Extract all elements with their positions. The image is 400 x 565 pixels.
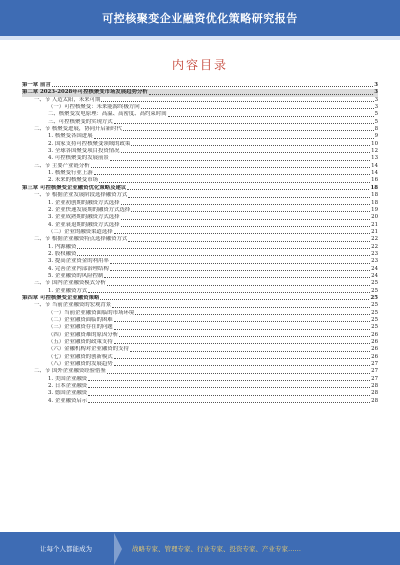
toc-entry-page: 3 (374, 104, 378, 111)
toc-entry[interactable] (22, 251, 378, 258)
toc-entry-label: 第二章 2023-2028年可控核聚变市场发展趋势分析 (22, 89, 148, 96)
toc-entry[interactable] (22, 244, 378, 251)
toc-entry-label: 二、节 根据企业融资特点选择融资方式 (34, 236, 128, 243)
toc-leader-dots (100, 299, 369, 300)
toc-entry-page: 21 (371, 221, 378, 228)
toc-entry-label: 三、可控核聚变的实现方式 (48, 118, 113, 125)
toc-leader-dots (131, 145, 370, 146)
toc-entry-page: 26 (371, 353, 378, 360)
toc-entry-page: 9 (374, 133, 378, 140)
toc-entry-label: 5. 企业融资的风险控制 (48, 272, 104, 279)
toc-entry[interactable] (22, 170, 378, 177)
toc-entry[interactable] (22, 133, 378, 140)
toc-entry-page: 25 (371, 302, 378, 309)
toc-entry[interactable] (22, 273, 378, 280)
toc-entry[interactable] (22, 398, 378, 405)
toc-entry[interactable] (22, 324, 378, 331)
toc-entry-page: 18 (371, 192, 378, 199)
toc-leader-dots (119, 336, 370, 337)
document-page (22, 40, 378, 530)
toc-entry-label: 二、节 核聚变进展，协同开启新时代 (34, 126, 122, 133)
toc-leader-dots (114, 233, 370, 234)
toc-leader-dots (91, 167, 371, 168)
toc-entry[interactable] (22, 390, 378, 397)
toc-entry[interactable] (22, 163, 378, 170)
toc-entry-label: 4. 企业融资启示 (48, 397, 88, 404)
toc-entry[interactable] (22, 332, 378, 339)
toc-leader-dots (88, 380, 370, 381)
toc-entry[interactable] (22, 207, 378, 214)
toc-leader-dots (107, 373, 370, 374)
toc-leader-dots (88, 387, 370, 388)
toc-entry[interactable] (22, 302, 378, 309)
toc-entry[interactable] (22, 376, 378, 383)
toc-entry-page: 5 (374, 118, 378, 125)
toc-leader-dots (99, 182, 370, 183)
toc-leader-dots (128, 241, 370, 242)
toc-entry[interactable] (22, 361, 378, 368)
toc-leader-dots (114, 321, 370, 322)
toc-entry-page: 24 (371, 265, 378, 272)
toc-entry-label: 一、节 根据企业发展阶段选择融资方式 (34, 192, 128, 199)
toc-entry[interactable] (22, 89, 378, 96)
toc-entry-label: 4. 完善企业内部治理结构 (48, 265, 109, 272)
toc-entry-page: 14 (371, 170, 378, 177)
report-title: 可控核聚变企业融资优化策略研究报告 (102, 12, 298, 25)
toc-entry[interactable] (22, 126, 378, 133)
toc-entry[interactable] (22, 192, 378, 199)
toc-entry-page: 28 (371, 390, 378, 397)
toc-entry[interactable] (22, 280, 378, 287)
toc-leader-dots (135, 314, 370, 315)
toc-leader-dots (127, 189, 369, 190)
toc-leader-dots (121, 204, 371, 205)
toc-leader-dots (114, 343, 370, 344)
toc-entry-label: 1. 内源融资 (48, 243, 77, 250)
toc-entry-label: 1. 企业初创期的融资方式选择 (48, 199, 120, 206)
toc-entry-label: （二）企业的融资渠道选择 (48, 228, 113, 235)
toc-leader-dots (114, 329, 370, 330)
toc-entry[interactable] (22, 200, 378, 207)
toc-entry-page: 20 (371, 214, 378, 221)
toc-leader-dots (110, 263, 370, 264)
toc-entry-label: 3. 德国企业融资 (48, 390, 88, 397)
toc-entry-label: 4. 可控核聚变的发展前景 (48, 155, 109, 162)
toc-entry-page: 14 (371, 162, 378, 169)
toc-leader-dots (110, 270, 370, 271)
toc-entry-page: 3 (374, 89, 378, 96)
toc-entry-label: 第三章 可控核聚变企业融资优化策略及建议 (22, 184, 127, 191)
toc-leader-dots (52, 86, 373, 87)
toc-entry[interactable] (22, 82, 378, 89)
toc-leader-dots (130, 351, 370, 352)
footer-slogan: 让每个人都能成为 (40, 545, 92, 553)
toc-entry-page: 22 (371, 243, 378, 250)
toc-entry-page: 25 (371, 280, 378, 287)
toc-leader-dots (88, 292, 370, 293)
toc-entry[interactable] (22, 258, 378, 265)
toc-entry-label: 第四章 可控核聚变企业融资策略 (22, 294, 100, 301)
toc-entry-page: 19 (371, 206, 378, 213)
toc-entry[interactable] (22, 236, 378, 243)
toc-entry-page: 3 (374, 96, 378, 103)
toc-entry-page: 23 (371, 258, 378, 265)
toc-leader-dots (128, 197, 370, 198)
toc-entry-label: 1. 企业融资方式 (48, 287, 88, 294)
toc-entry-label: 2. 股权融资 (48, 250, 77, 257)
toc-entry-page: 25 (371, 324, 378, 331)
toc-entry-label: （七）企业融资的创新模式 (48, 353, 113, 360)
toc-entry[interactable] (22, 141, 378, 148)
toc-entry-page: 27 (371, 375, 378, 382)
toc-entry-label: 4. 企业衰退期的融资方式选择 (48, 221, 120, 228)
toc-entry-page: 25 (371, 287, 378, 294)
toc-leader-dots (88, 402, 370, 403)
footer-divider (114, 533, 122, 565)
toc-entry-page: 18 (371, 199, 378, 206)
toc-leader-dots (101, 101, 373, 102)
toc-entry-label: 一、节 当前企业融资的宏观背景 (34, 302, 112, 309)
toc-entry-label: 1. 核聚变各国进展 (48, 133, 93, 140)
toc-leader-dots (77, 255, 370, 256)
toc-leader-dots (149, 94, 373, 95)
toc-entry-page: 25 (370, 294, 378, 301)
toc-entry[interactable] (22, 310, 378, 317)
toc-entry-page: 26 (371, 346, 378, 353)
toc-entry-label: 一、节 人造太阳，未来可期 (34, 96, 101, 103)
toc-entry-page: 22 (371, 236, 378, 243)
toc-entry-page: 13 (371, 155, 378, 162)
toc-leader-dots (112, 307, 370, 308)
toc-entry[interactable] (22, 339, 378, 346)
toc-entry-label: 二、核聚变发电原理：高温、高密度、高约束时间 (48, 111, 167, 118)
toc-entry-page: 24 (371, 272, 378, 279)
toc-leader-dots (114, 358, 370, 359)
toc-leader-dots (88, 395, 370, 396)
toc-leader-dots (114, 365, 370, 366)
toc-leader-dots (168, 116, 374, 117)
toc-entry[interactable] (22, 266, 378, 273)
toc-leader-dots (104, 277, 370, 278)
toc-entry[interactable] (22, 97, 378, 104)
toc-entry-label: 3. 提高企业资金的利用率 (48, 258, 109, 265)
toc-entry-page: 25 (371, 309, 378, 316)
toc-entry[interactable] (22, 177, 378, 184)
toc-entry-label: 2. 企业快速发展期的融资方式选择 (48, 206, 131, 213)
toc-leader-dots (123, 130, 374, 131)
toc-entry-page: 26 (371, 339, 378, 346)
toc-entry[interactable] (22, 214, 378, 221)
toc-leader-dots (94, 138, 374, 139)
table-of-contents (22, 82, 378, 522)
toc-leader-dots (77, 248, 370, 249)
toc-entry[interactable] (22, 383, 378, 390)
toc-entry-page: 25 (371, 317, 378, 323)
toc-entry-label: 3. 企业成熟期的融资方式选择 (48, 214, 120, 221)
toc-entry[interactable] (22, 317, 378, 324)
toc-entry[interactable] (22, 155, 378, 162)
toc-leader-dots (114, 123, 374, 124)
toc-entry-page: 21 (371, 228, 378, 235)
toc-entry-page: 27 (371, 368, 378, 375)
toc-entry-page: 8 (374, 126, 378, 133)
toc-entry-page: 12 (371, 148, 378, 155)
toc-entry-label: 2. 国家支持可控核聚变领域的政策 (48, 140, 131, 147)
toc-entry-label: （三）企业融资存在的问题 (48, 324, 113, 331)
toc-entry-label: 1. 美国企业融资 (48, 375, 88, 382)
toc-leader-dots (110, 160, 370, 161)
toc-entry[interactable] (22, 222, 378, 229)
toc-entry-label: （六）金融机构对企业融资的支持 (48, 346, 129, 353)
toc-leader-dots (121, 152, 371, 153)
toc-leader-dots (141, 108, 374, 109)
toc-entry-page: 3 (374, 82, 378, 88)
footer-bar (0, 532, 400, 565)
toc-heading: 内容目录 (171, 58, 228, 72)
toc-entry-label: 3. 全球各国聚变项目投资情况 (48, 148, 120, 155)
toc-entry[interactable] (22, 354, 378, 361)
toc-entry-label: （二）企业融资面临的困难 (48, 317, 113, 323)
toc-entry-label: （一）当前企业融资面临的市场环境 (48, 309, 135, 316)
toc-entry-page: 16 (371, 177, 378, 184)
toc-entry-page: 5 (374, 111, 378, 118)
toc-entry-page: 28 (371, 397, 378, 404)
toc-entry-page: 23 (371, 250, 378, 257)
toc-entry[interactable] (22, 229, 378, 236)
toc-entry[interactable] (22, 104, 378, 111)
toc-entry[interactable] (22, 288, 378, 295)
toc-entry-page: 18 (370, 184, 378, 191)
toc-leader-dots (121, 226, 371, 227)
toc-entry[interactable] (22, 295, 378, 302)
report-title-banner (0, 0, 400, 36)
toc-entry[interactable] (22, 185, 378, 192)
toc-entry-label: 第一章 前言 (22, 82, 51, 88)
toc-entry-label: 1. 核聚变行业上游 (48, 170, 93, 177)
toc-entry-label: （八）企业融资的发展趋势 (48, 361, 113, 368)
toc-entry-label: 三、节 主要产业链分析 (34, 162, 90, 169)
toc-leader-dots (131, 211, 370, 212)
toc-leader-dots (94, 174, 371, 175)
toc-leader-dots (121, 219, 371, 220)
toc-entry-page: 26 (371, 331, 378, 338)
toc-entry-page: 27 (371, 361, 378, 368)
toc-leader-dots (107, 285, 370, 286)
toc-entry[interactable] (22, 119, 378, 126)
toc-entry-label: （五）企业融资的政策支持 (48, 339, 113, 346)
toc-entry-label: 2. 日本企业融资 (48, 383, 88, 390)
toc-entry-label: 三、节 国内企业融资模式分析 (34, 280, 106, 287)
toc-entry[interactable] (22, 111, 378, 118)
toc-entry-page: 28 (371, 383, 378, 390)
toc-entry-page: 10 (371, 140, 378, 147)
toc-entry-label: （四）企业融资难的原因分析 (48, 331, 119, 338)
toc-entry[interactable] (22, 346, 378, 353)
toc-entry[interactable] (22, 148, 378, 155)
toc-entry[interactable] (22, 368, 378, 375)
footer-tagline: 战略专家、管理专家、行业专家、投资专家、产业专家…… (132, 545, 301, 553)
toc-entry-label: 2. 未来的核聚变市场 (48, 177, 98, 184)
toc-entry-label: （一）可控核聚变：未来能源终极方向 (48, 104, 140, 111)
toc-entry-label: 二、节 国外企业融资经验借鉴 (34, 368, 106, 375)
